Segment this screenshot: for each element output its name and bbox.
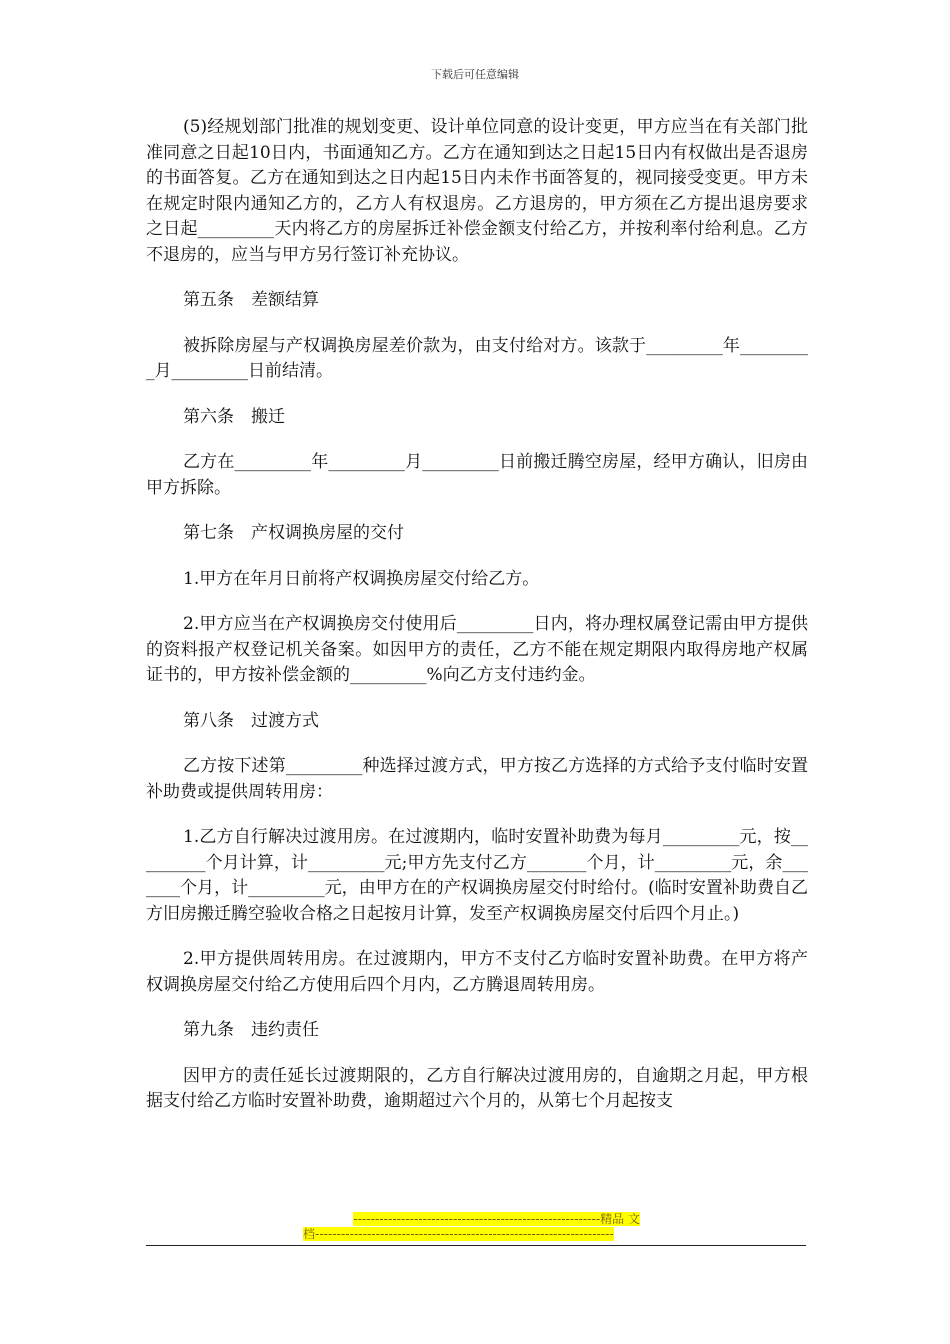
heading-article-6: 第六条 搬迁 xyxy=(183,406,285,427)
footer-watermark xyxy=(303,1212,648,1242)
footer-divider xyxy=(146,1245,806,1246)
footer-line-1: ---------------------------------------------------------精品 文 xyxy=(353,1212,640,1226)
document-body xyxy=(146,115,808,1135)
paragraph-delivery-2: 2.甲方应当在产权调换房交付使用后_________日内，将办理权属登记需由甲方提供的资料报产权登记机关备案。如因甲方的责任，乙方不能在规定期限内取得房地产权属证书的，甲方按补偿金额的_________%向乙方支付违约金。 xyxy=(146,614,808,685)
paragraph-transition-1: 1.乙方自行解决过渡用房。在过渡期内，临时安置补助费为每月_________元，按_________个月计算，计_________元;甲方先支付乙方_______个月，计_________元，余_______个月，计_________元，由甲方在的产权调换房屋交付时给付。(临时安置补助费自乙方旧房搬迁腾空验收合格之日起按月计算，发至产权调换房屋交付后四个月止。) xyxy=(146,827,808,924)
paragraph-transition-2: 2.甲方提供周转用房。在过渡期内，甲方不支付乙方临时安置补助费。在甲方将产权调换房屋交付给乙方使用后四个月内，乙方腾退周转用房。 xyxy=(146,949,808,995)
heading-article-7: 第七条 产权调换房屋的交付 xyxy=(183,523,404,543)
heading-article-9: 第九条 违约责任 xyxy=(183,1020,319,1040)
heading-article-8: 第八条 过渡方式 xyxy=(183,710,319,731)
paragraph-clause-5: (5)经规划部门批准的规划变更、设计单位同意的设计变更，甲方应当在有关部门批准同意之日起10日内，书面通知乙方。乙方在通知到达之日起15日内有权做出是否退房的书面答复。乙方在通知到达之日内起15日内未作书面答复的，视同接受变更。甲方未在规定时限内通知乙方的，乙方人有权退房。乙方退房的，甲方须在乙方提出退房要求之日起_________天内将乙方的房屋拆迁补偿金额支付给乙方，并按利率付给利息。乙方不退房的，应当与甲方另行签订补充协议。 xyxy=(146,117,808,265)
footer-line-2: 档--------------------------------------------------------------------- xyxy=(303,1227,614,1241)
paragraph-delivery-1: 1.甲方在年月日前将产权调换房屋交付给乙方。 xyxy=(183,568,540,589)
header-note: 下载后可任意编辑 xyxy=(431,68,519,81)
paragraph-transition-intro: 乙方按下述第_________种选择过渡方式，甲方按乙方选择的方式给予支付临时安置补助费或提供周转用房： xyxy=(146,756,808,802)
heading-article-5: 第五条 差额结算 xyxy=(183,290,319,310)
paragraph-price-difference: 被拆除房屋与产权调换房屋差价款为，由支付给对方。该款于_________年_________月_________日前结清。 xyxy=(146,335,808,381)
paragraph-relocation: 乙方在_________年_________月_________日前搬迁腾空房屋，经甲方确认，旧房由甲方拆除。 xyxy=(146,452,808,498)
paragraph-liability: 因甲方的责任延长过渡期限的，乙方自行解决过渡用房的，自逾期之月起，甲方根据支付给乙方临时安置补助费，逾期超过六个月的，从第七个月起按支 xyxy=(146,1065,808,1111)
